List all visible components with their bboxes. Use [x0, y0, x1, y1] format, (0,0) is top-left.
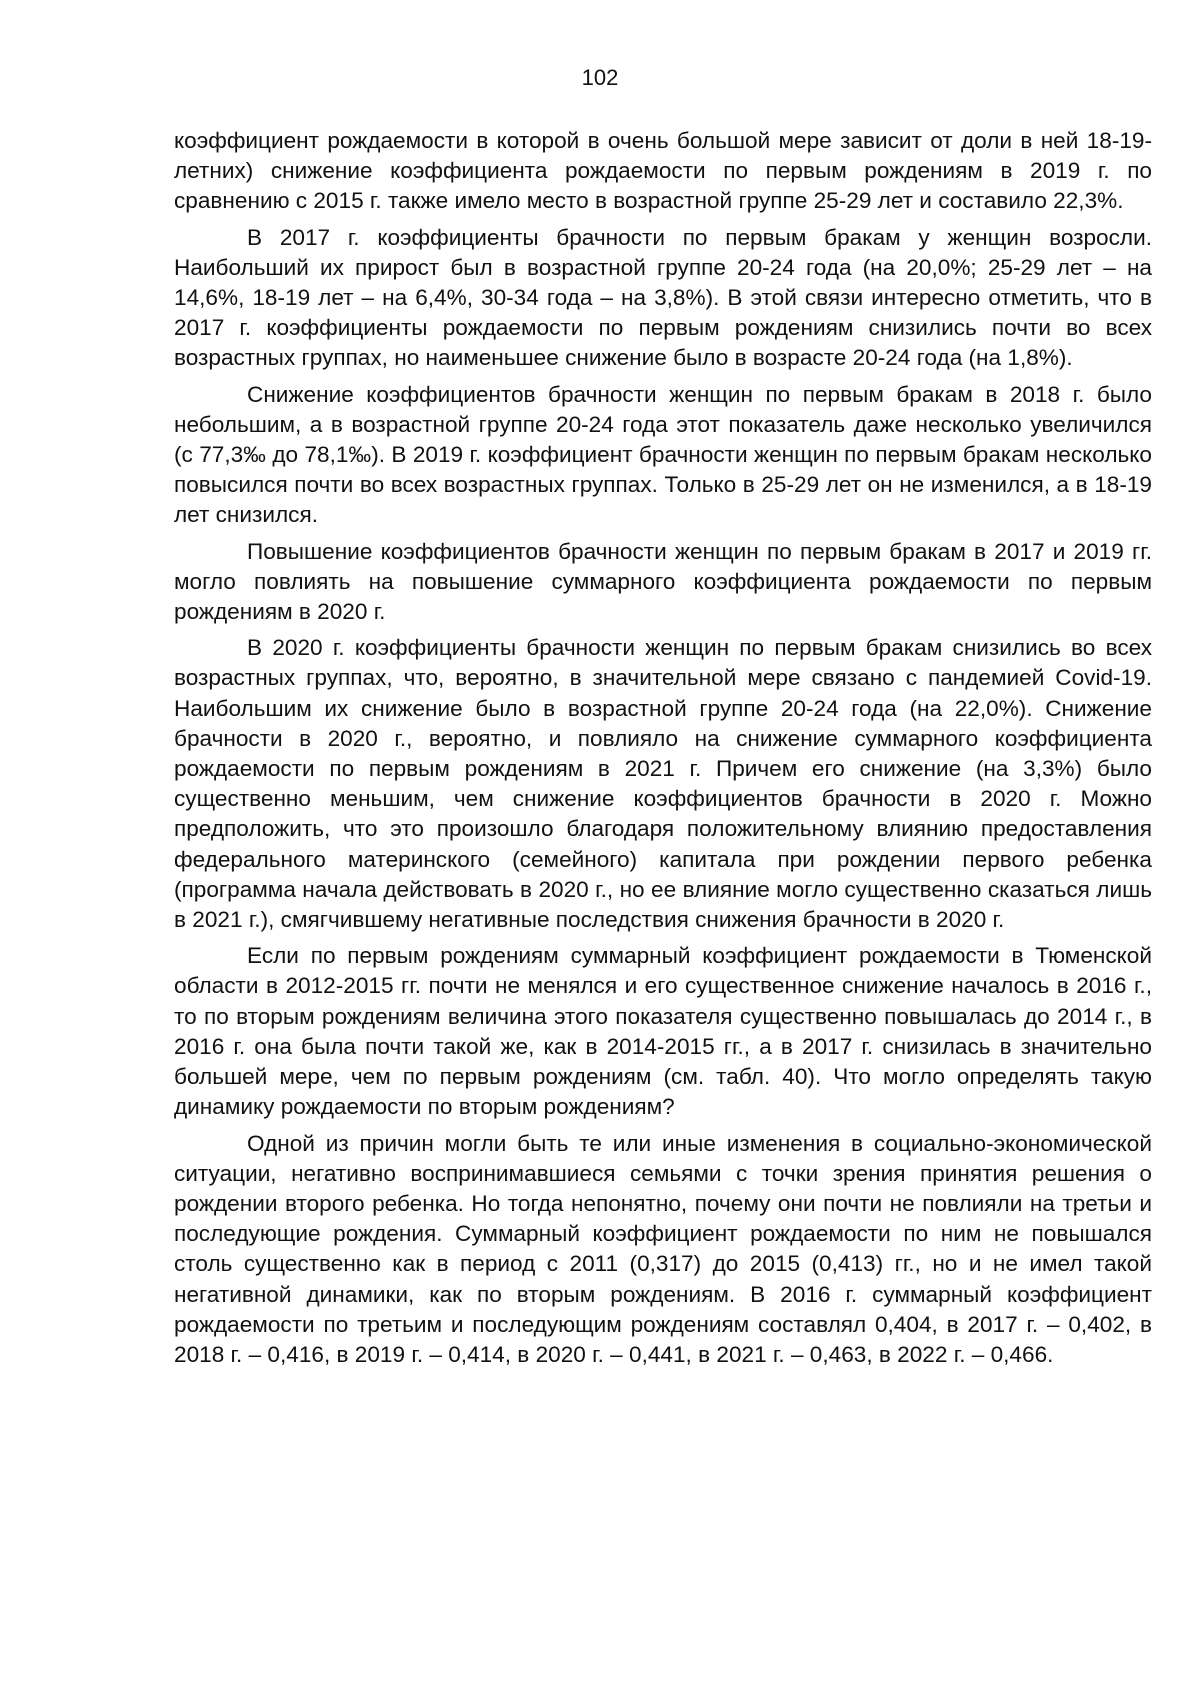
- paragraph: Повышение коэффициентов брачности женщин по первым бракам в 2017 и 2019 гг. могло повлиять на повышение суммарного коэффициента рождаемости по первым рождениям в 2020 г.: [174, 538, 1152, 625]
- paragraph: В 2020 г. коэффициенты брачности женщин по первым бракам снизились во всех возрастных группах, что, вероятно, в значительной мере связано с пандемией Covid-19. Наибольшим их снижение было в возрастной группе 20-24 года (на 22,0%). Снижение брачности в 2020 г., вероятно, и повлияло на снижение суммарного коэффициента рождаемости по первым рождениям в 2021 г. Причем его снижение (на 3,3%) было существенно меньшим, чем снижение коэффициентов брачности в 2020 г. Можно предположить, что это произошло благодаря положительному влиянию предоставления федерального материнского (семейного) капитала при рождении первого ребенка (программа начала действовать в 2020 г., но ее влияние могло существенно сказаться лишь в 2021 г.), смягчившему негативные последствия снижения брачности в 2020 г.: [174, 635, 1152, 933]
- paragraph: Одной из причин могли быть те или иные изменения в социально-экономической ситуации, негативно воспринимавшиеся семьями с точки зрения принятия решения о рождении второго ребенка. Но тогда непонятно, почему они почти не повлияли на третьи и последующие рождения. Суммарный коэффициент рождаемости по ним не повышался столь существенно как в период с 2011 (0,317) до 2015 (0,413) гг., но и не имел такой негативной динамики, как по вторым рождениям. В 2016 г. суммарный коэффициент рождаемости по третьим и последующим рождениям составлял 0,404, в 2017 г. – 0,402, в 2018 г. – 0,416, в 2019 г. – 0,414, в 2020 г. – 0,441, в 2021 г. – 0,463, в 2022 г. – 0,466.: [174, 1130, 1152, 1367]
- paragraph-continued: коэффициент рождаемости в которой в очень большой мере зависит от доли в ней 18-19-летних) снижение коэффициента рождаемости по первым рождениям в 2019 г. по сравнению с 2015 г. также имело место в возрастной группе 25-29 лет и составило 22,3%.: [174, 128, 1152, 214]
- paragraph: Снижение коэффициентов брачности женщин по первым бракам в 2018 г. было небольшим, а в возрастной группе 20-24 года этот показатель даже несколько увеличился (с 77,3‰ до 78,1‰). В 2019 г. коэффициент брачности женщин по первым бракам несколько повысился почти во всех возрастных группах. Только в 25-29 лет он не изменился, а в 18-19 лет снизился.: [174, 381, 1152, 528]
- paragraph: Если по первым рождениям суммарный коэффициент рождаемости в Тюменской области в 2012-2015 гг. почти не менялся и его существенное снижение началось в 2016 г., то по вторым рождениям величина этого показателя существенно повышалась до 2014 г., в 2016 г. она была почти такой же, как в 2014-2015 гг., а в 2017 г. снизилась в значительно большей мере, чем по первым рождениям (см. табл. 40). Что могло определять такую динамику рождаемости по вторым рождениям?: [174, 943, 1152, 1120]
- text-body: [174, 126, 1152, 1376]
- page-number: 102: [581, 65, 619, 90]
- paragraph: В 2017 г. коэффициенты брачности по первым бракам у женщин возросли. Наибольший их прирост был в возрастной группе 20-24 года (на 20,0%; 25-29 лет – на 14,6%, 18-19 лет – на 6,4%, 30-34 года – на 3,8%). В этой связи интересно отметить, что в 2017 г. коэффициенты рождаемости по первым рождениям снизились почти во всех возрастных группах, но наименьшее снижение было в возрасте 20-24 года (на 1,8%).: [174, 224, 1152, 371]
